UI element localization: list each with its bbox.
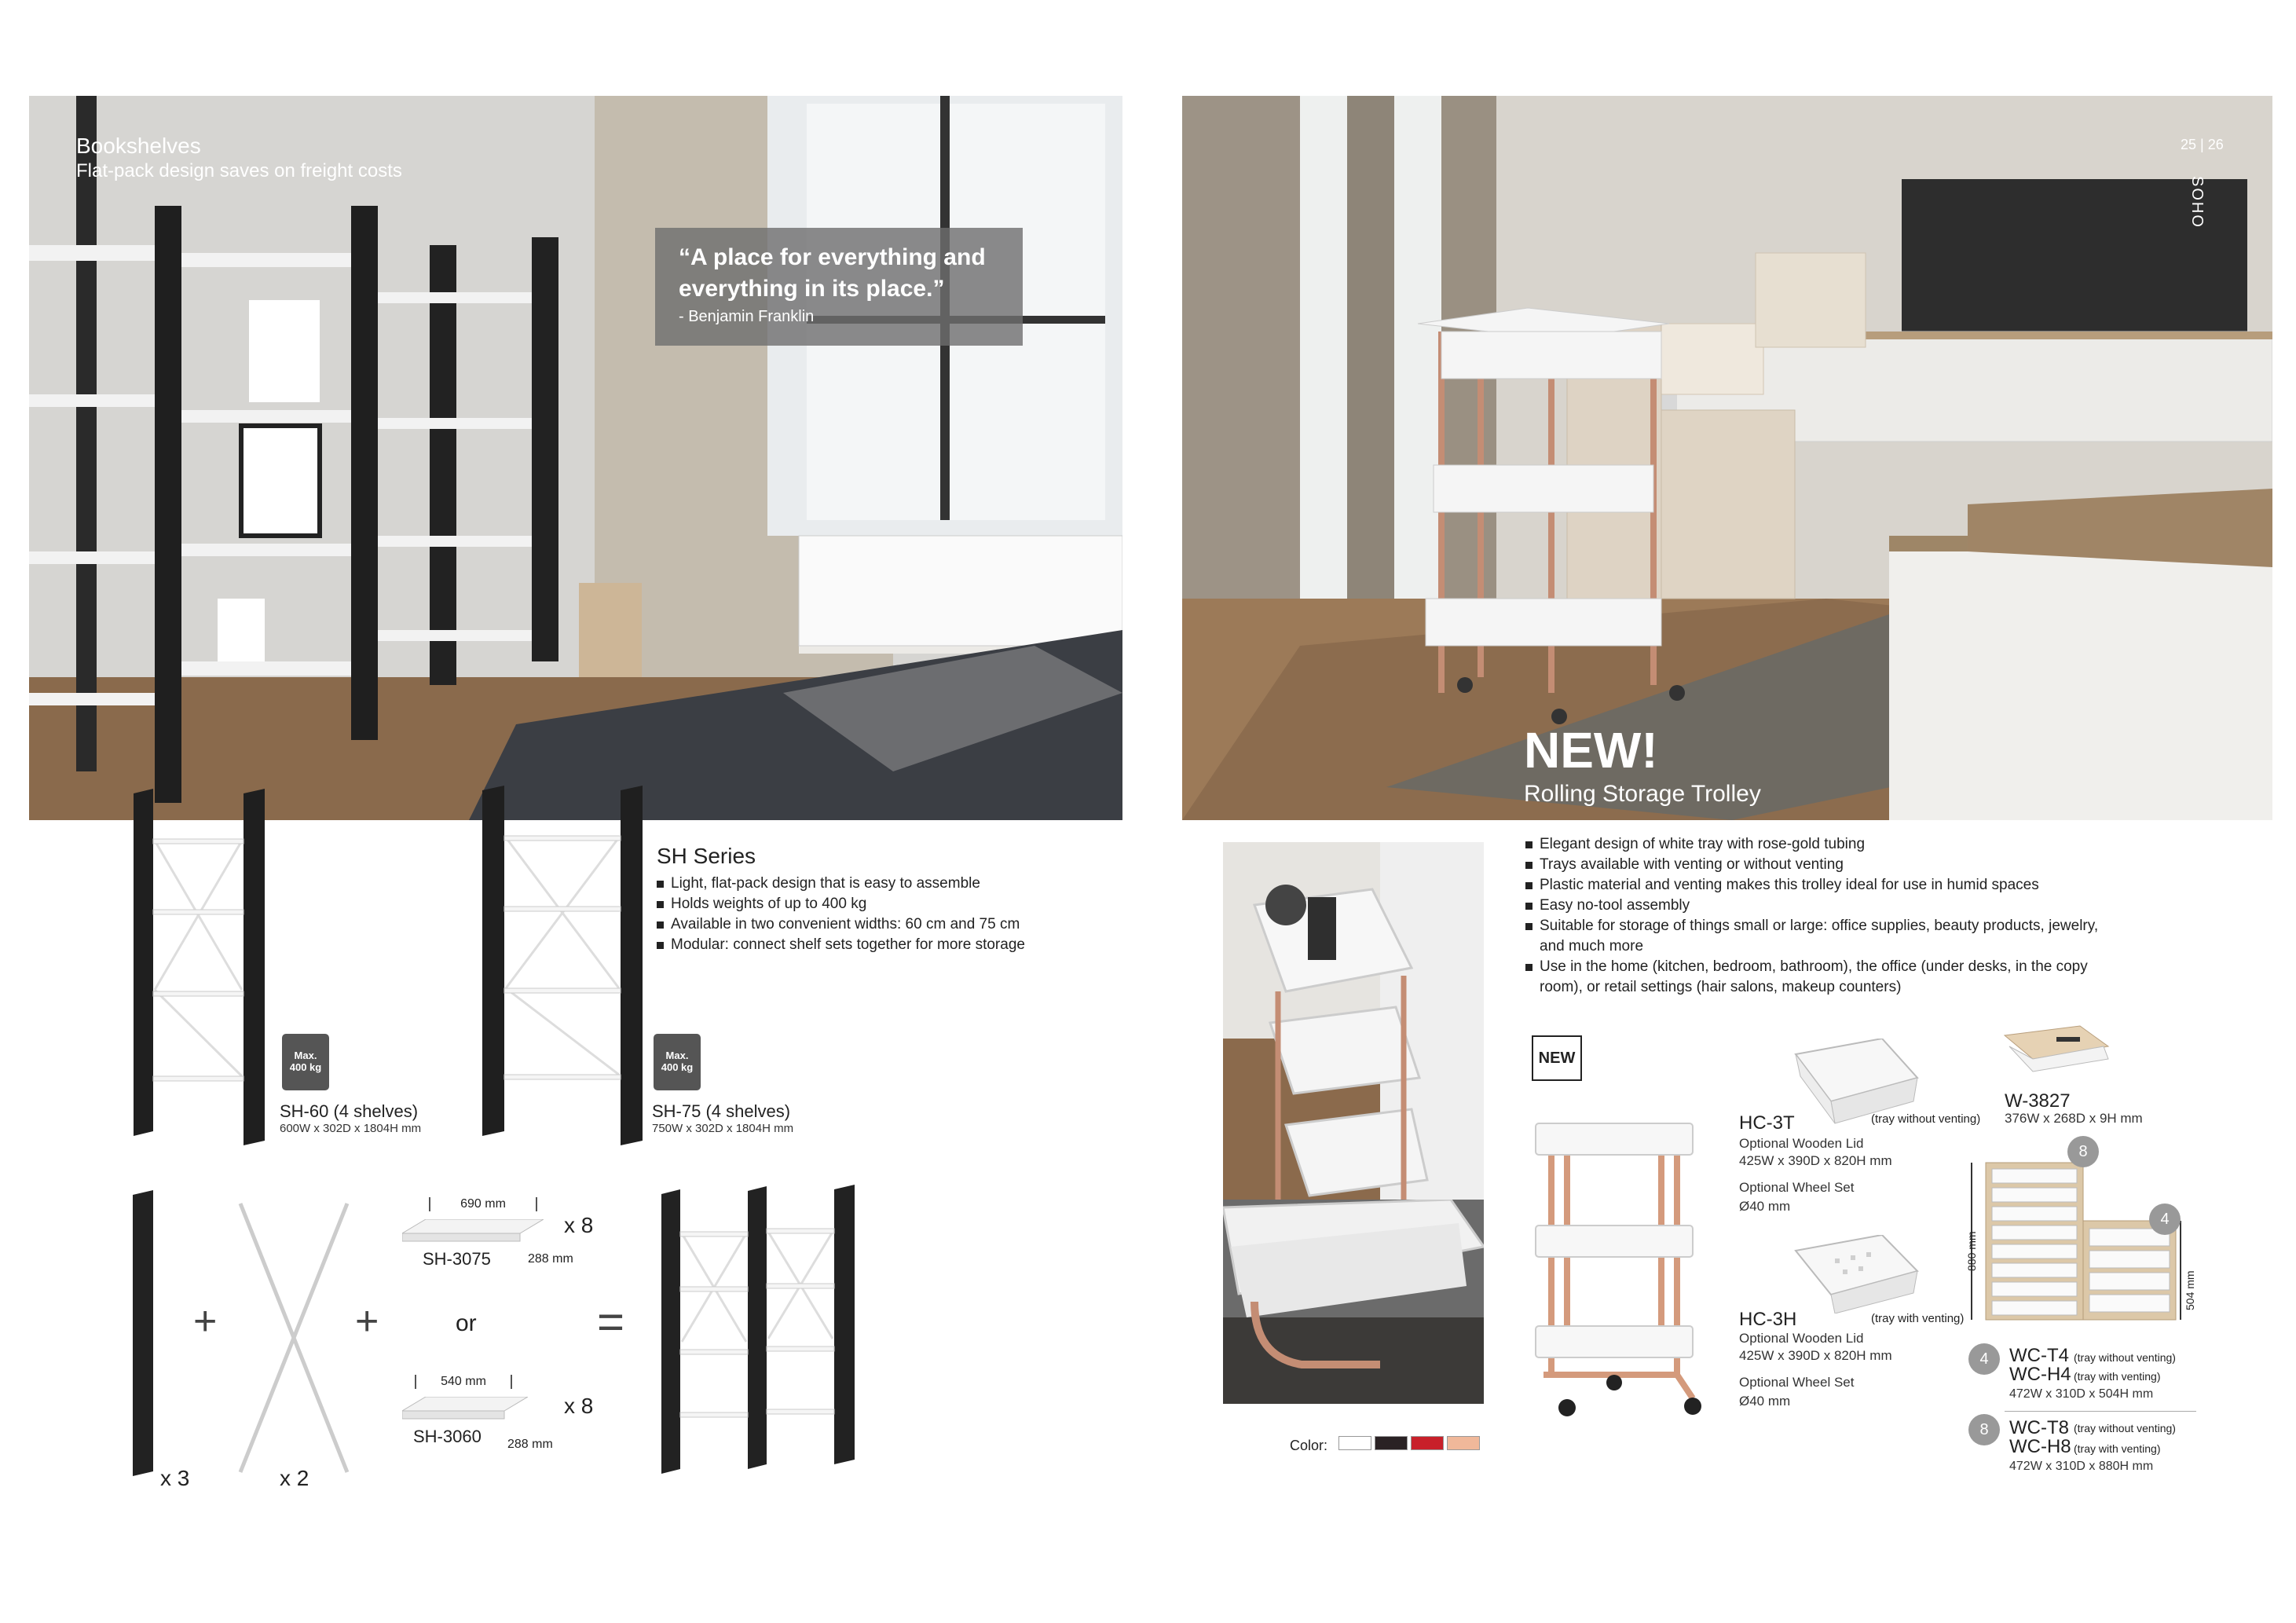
tall-cabinet-height: 880 mm — [1965, 1231, 1978, 1271]
trolley-room-photo — [1182, 96, 2272, 820]
new-heading: NEW! — [1524, 722, 1658, 779]
shelf-a-width — [429, 1197, 537, 1211]
hc3t-code: HC-3T — [1739, 1112, 1795, 1134]
plus-sign-2: + — [355, 1299, 379, 1344]
shelf-b-depth: 288 mm — [507, 1438, 553, 1451]
color-swatch-red — [1411, 1436, 1444, 1450]
trolley-product-illustration — [1520, 1116, 1708, 1422]
max-weight-label-2: Max. — [665, 1050, 689, 1061]
quote-text: “A place for everything and everything in its place.” — [679, 244, 986, 302]
shelf-a-qty: x 8 — [564, 1213, 594, 1237]
drawer-cabinets-illustration — [1964, 1155, 2184, 1328]
hc3t-wheel: Optional Wheel Set — [1739, 1180, 1855, 1195]
hc3h-wheel: Optional Wheel Set — [1739, 1375, 1855, 1390]
max-weight-badge — [282, 1034, 329, 1090]
trolley-room-illustration — [1182, 96, 2272, 820]
page-subtitle: Flat-pack design saves on freight costs — [76, 160, 402, 181]
sh60-shelf-illustration — [130, 786, 271, 1147]
trolley-detail-illustration-bottom — [1223, 1200, 1484, 1404]
trolley-feature: Easy no-tool assembly — [1524, 896, 2105, 916]
series-title: SH Series — [657, 844, 756, 868]
wc8-dims: 472W x 310D x 880H mm — [2009, 1460, 2154, 1473]
trolley-feature: Trays available with venting or without venting — [1524, 855, 2105, 875]
product-title: Rolling Storage Trolley — [1524, 781, 1761, 807]
shelf-a-depth: 288 mm — [528, 1252, 573, 1266]
hc3h-dims: 425W x 390D x 820H mm — [1739, 1348, 1892, 1363]
bookshelf-room-photo — [29, 96, 1122, 820]
hc3t-note: (tray without venting) — [1871, 1112, 1981, 1126]
new-badge: NEW — [1532, 1035, 1582, 1081]
short-cabinet-count: 4 — [2149, 1204, 2181, 1235]
hc3h-lid: Optional Wooden Lid — [1739, 1331, 1864, 1346]
braces-qty: x 2 — [280, 1466, 309, 1490]
assembled-shelf-illustration — [658, 1185, 862, 1483]
wc4-badge: 4 — [1968, 1343, 2000, 1375]
wc8-a-code: WC-T8 — [2009, 1417, 2069, 1438]
plus-sign: + — [193, 1299, 218, 1344]
w3827-code: W-3827 — [2005, 1090, 2071, 1112]
series-feature: Light, flat-pack design that is easy to assemble — [655, 874, 1095, 894]
max-weight-value: 400 kg — [289, 1061, 322, 1073]
wc8-b-code: WC-H8 — [2009, 1436, 2071, 1457]
trolley-detail-photo-bottom — [1223, 1200, 1484, 1404]
hc3h-note: (tray with venting) — [1871, 1312, 1965, 1325]
shelf-b-code: SH-3060 — [413, 1427, 482, 1446]
series-feature-list — [655, 874, 1095, 955]
trolley-feature-list — [1524, 834, 2105, 998]
color-label: Color: — [1290, 1438, 1328, 1453]
hc3h-code: HC-3H — [1739, 1309, 1797, 1330]
brand-label: SOHO — [2188, 176, 2206, 229]
hc3t-wheel-dim: Ø40 mm — [1739, 1199, 1791, 1214]
equals-sign: = — [597, 1295, 625, 1348]
trolley-feature: Use in the home (kitchen, bedroom, bathroom), the office (under desks, in the copy room), or retail settings (hair salons, makeup counters) — [1524, 957, 2105, 998]
wc4-dims: 472W x 310D x 504H mm — [2009, 1387, 2154, 1401]
shelf-b-width — [415, 1375, 512, 1389]
shelf-b-illustration — [402, 1397, 528, 1428]
hc3h-tray-illustration — [1788, 1235, 1921, 1313]
shelf-b-qty: x 8 — [564, 1394, 594, 1418]
or-label: or — [456, 1310, 477, 1336]
wc8-b-note: (tray with venting) — [2074, 1442, 2161, 1455]
hc3t-lid: Optional Wooden Lid — [1739, 1136, 1864, 1151]
tall-cabinet-count: 8 — [2067, 1136, 2099, 1167]
wc4-a-code: WC-T4 — [2009, 1345, 2069, 1366]
short-cabinet-height: 504 mm — [2184, 1270, 2196, 1310]
max-weight-badge-2 — [654, 1034, 701, 1090]
bookshelf-room-illustration — [29, 96, 1122, 820]
page-title: Bookshelves — [76, 134, 201, 158]
cross-brace-illustration — [236, 1200, 352, 1475]
sh75-name: SH-75 (4 shelves) — [652, 1101, 791, 1121]
shelf-b-width-label: 540 mm — [441, 1375, 486, 1388]
series-feature: Modular: connect shelf sets together for more storage — [655, 935, 1095, 955]
color-swatch-white — [1338, 1436, 1371, 1450]
wc8-badge: 8 — [1968, 1414, 2000, 1445]
sh60-dims: 600W x 302D x 1804H mm — [280, 1122, 422, 1135]
max-weight-label: Max. — [294, 1050, 317, 1061]
wc4-a-note: (tray without venting) — [2074, 1351, 2176, 1364]
trolley-feature: Suitable for storage of things small or large: office supplies, beauty products, jewelry, and much more — [1524, 916, 2105, 957]
trolley-detail-photo-top — [1223, 842, 1484, 1200]
sh60-name: SH-60 (4 shelves) — [280, 1101, 419, 1121]
wc4-b-note: (tray with venting) — [2074, 1370, 2161, 1383]
series-feature: Available in two convenient widths: 60 cm and 75 cm — [655, 914, 1095, 935]
max-weight-value-2: 400 kg — [661, 1061, 694, 1073]
w3827-lid-illustration — [2001, 1023, 2111, 1090]
trolley-feature: Elegant design of white tray with rose-gold tubing — [1524, 834, 2105, 855]
sh75-shelf-illustration — [479, 782, 652, 1149]
quote-author: - Benjamin Franklin — [679, 308, 815, 325]
wc8-a-note: (tray without venting) — [2074, 1422, 2176, 1434]
hc3t-dims: 425W x 390D x 820H mm — [1739, 1153, 1892, 1168]
color-swatch-rose-gold — [1447, 1436, 1480, 1450]
wc4-b-code: WC-H4 — [2009, 1364, 2071, 1385]
post-illustration — [130, 1190, 158, 1478]
shelf-a-width-label: 690 mm — [460, 1197, 506, 1211]
shelf-a-illustration — [402, 1219, 544, 1251]
wc-divider — [2005, 1411, 2196, 1412]
series-feature: Holds weights of up to 400 kg — [655, 894, 1095, 914]
posts-qty: x 3 — [160, 1466, 190, 1490]
trolley-feature: Plastic material and venting makes this trolley ideal for use in humid spaces — [1524, 875, 2105, 896]
sh75-dims: 750W x 302D x 1804H mm — [652, 1122, 794, 1135]
color-swatch-black — [1375, 1436, 1408, 1450]
hc3h-wheel-dim: Ø40 mm — [1739, 1394, 1791, 1409]
trolley-detail-illustration-top — [1223, 842, 1484, 1200]
color-swatches — [1338, 1436, 1483, 1450]
w3827-dims: 376W x 268D x 9H mm — [2005, 1111, 2143, 1126]
page-numbers: 25 | 26 — [2181, 137, 2224, 152]
quote-box — [655, 228, 1023, 346]
shelf-a-code: SH-3075 — [423, 1249, 491, 1269]
